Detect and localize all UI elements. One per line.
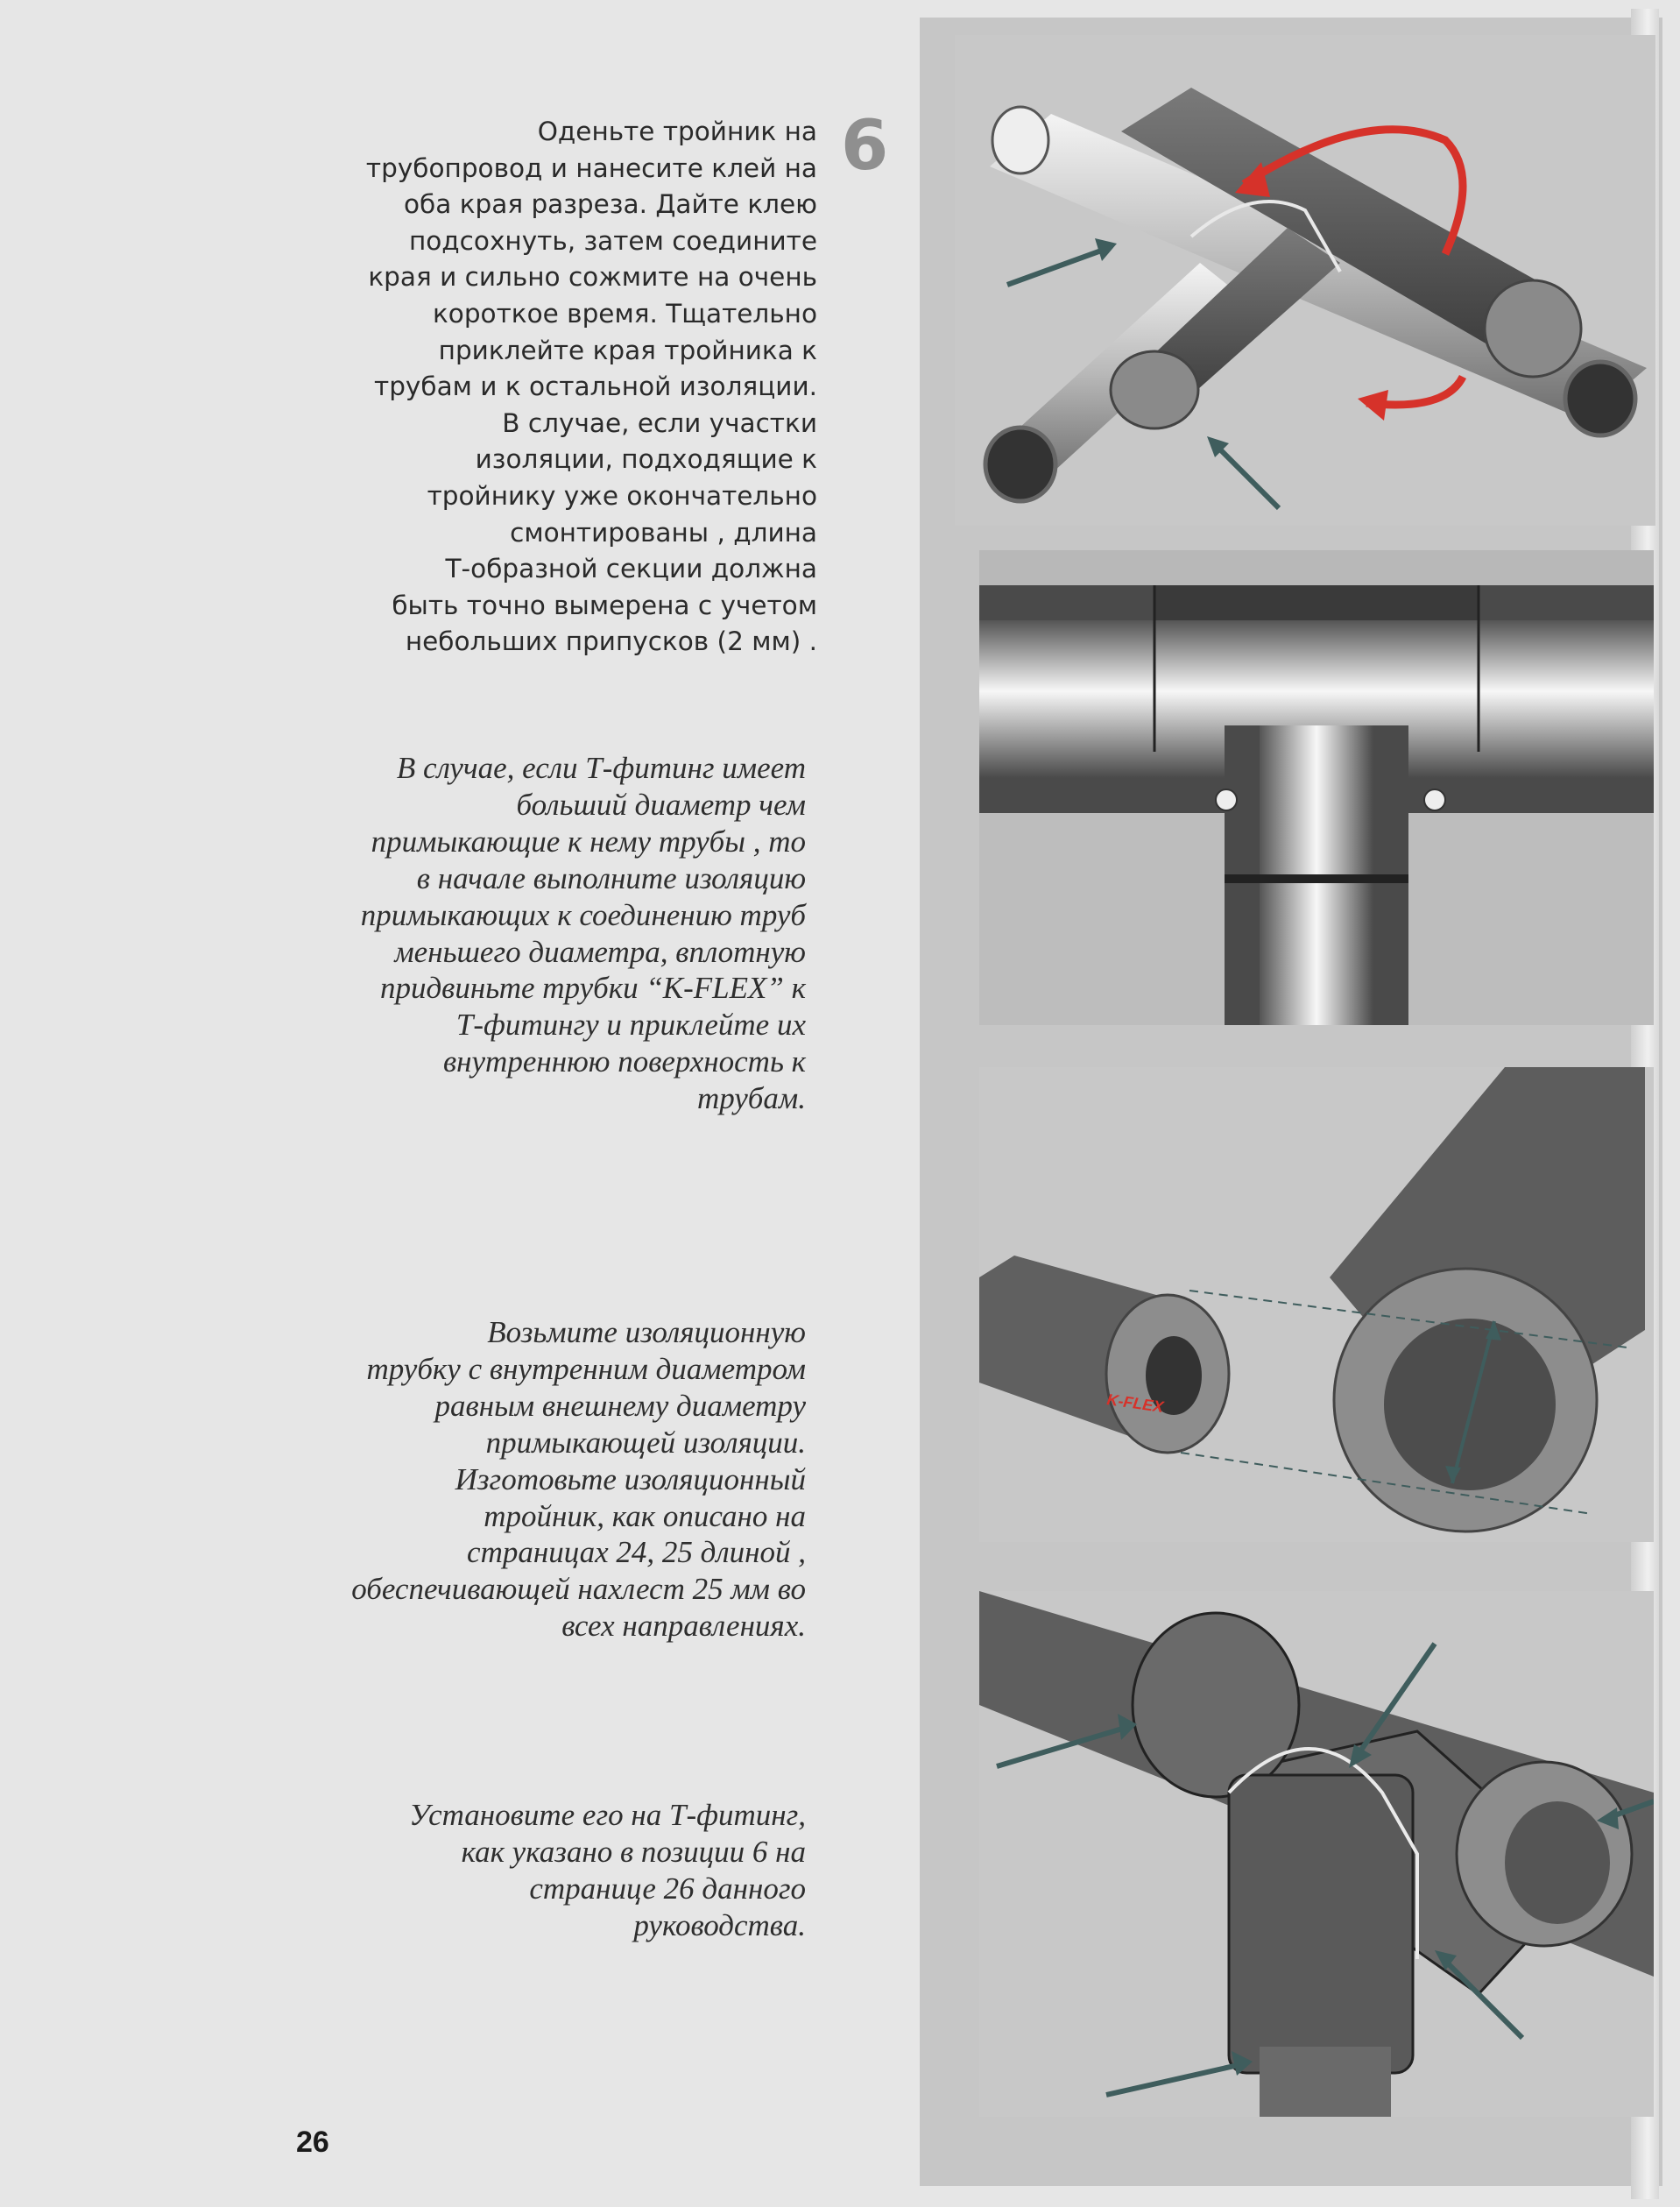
text-line: подсохнуть, затем соедините <box>408 225 817 256</box>
text-line: внутреннюю поверхность к <box>442 1044 806 1079</box>
text-line: небольших припусков (2 мм) . <box>405 626 817 657</box>
text-line: оба края разреза. Дайте клею <box>404 189 817 220</box>
text-line: Т-фитингу и приклейте их <box>455 1008 806 1043</box>
text-line: приклейте края тройника к <box>438 335 817 365</box>
text-line: смонтированы , длина <box>510 517 817 548</box>
cross-section-icon <box>979 550 1654 1025</box>
text-line: трубку с внутренним диаметром <box>366 1351 806 1386</box>
installed-tee-icon <box>979 1591 1654 2117</box>
installed-tee-illustration <box>979 1591 1654 2117</box>
note-take-tube <box>298 1314 806 1645</box>
text-line: Изготовьте изоляционный <box>455 1461 806 1496</box>
tube-diameter-icon <box>979 1067 1654 1542</box>
page-number: 26 <box>296 2126 329 2159</box>
text-line: странице 26 данного <box>529 1871 806 1906</box>
text-line: страницах 24, 25 длиной , <box>467 1535 806 1570</box>
text-line: края и сильно сожмите на очень <box>368 262 817 293</box>
text-line: тройник, как описано на <box>484 1498 806 1533</box>
text-line: больший диаметр чем <box>516 787 806 822</box>
note-larger-fitting <box>298 750 806 1117</box>
text-line: В случае, если Т-фитинг имеет <box>396 751 806 785</box>
tube-diameter-illustration <box>979 1067 1654 1542</box>
tee-rotation-icon <box>955 35 1655 526</box>
text-line: В случае, если участки <box>502 407 817 438</box>
note-install <box>298 1797 806 1944</box>
text-line: примыкающих к соединению труб <box>360 897 806 932</box>
text-line: Установите его на Т-фитинг, <box>409 1798 806 1832</box>
text-line: Возьмите изоляционную <box>487 1315 806 1349</box>
text-line: примыкающей изоляции. <box>485 1425 806 1460</box>
text-line: трубопровод и нанесите клей на <box>365 152 817 183</box>
text-line: обеспечивающей нахлест 25 мм во <box>351 1572 806 1607</box>
text-line: короткое время. Тщательно <box>432 298 817 329</box>
text-line: в начале выполните изоляцию <box>416 860 806 895</box>
text-line: примыкающие к нему трубы , то <box>371 824 806 859</box>
text-line: трубам. <box>696 1081 806 1116</box>
text-line: меньшего диаметра, вплотную <box>394 934 806 969</box>
text-line: равным внешнему диаметру <box>434 1388 806 1423</box>
text-line: тройнику уже окончательно <box>427 480 817 511</box>
text-line: как указано в позиции 6 на <box>461 1834 806 1869</box>
text-line: всех направлениях. <box>561 1609 806 1644</box>
step-6-description <box>333 114 817 661</box>
text-line: руководства. <box>633 1907 806 1942</box>
tee-rotation-illustration <box>955 35 1655 526</box>
text-line: Т-образной секции должна <box>445 554 817 584</box>
text-line: трубам и к остальной изоляции. <box>374 371 817 402</box>
step-number: 6 <box>841 107 889 186</box>
brand-label: K-FLEX <box>1105 1390 1165 1417</box>
text-line: Оденьте тройник на <box>537 117 817 146</box>
text-line: изоляции, подходящие к <box>475 444 817 475</box>
text-line: придвиньте трубки “K-FLEX” к <box>379 971 806 1006</box>
text-line: быть точно вымерена с учетом <box>392 590 817 620</box>
tee-cross-section-illustration <box>979 550 1654 1025</box>
